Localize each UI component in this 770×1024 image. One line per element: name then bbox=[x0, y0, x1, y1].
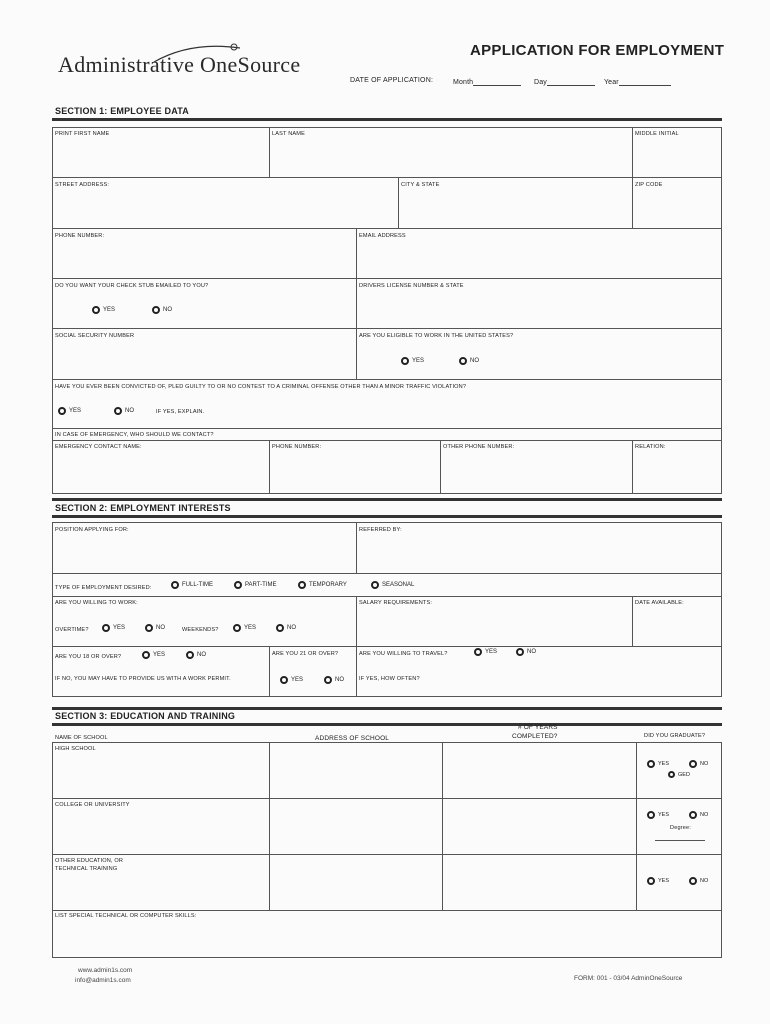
phone-number-field[interactable]: PHONE NUMBER: bbox=[55, 233, 105, 239]
section3-divider bbox=[52, 723, 722, 726]
eligible-no-radio[interactable]: NO bbox=[459, 357, 479, 365]
radio-icon bbox=[689, 877, 697, 885]
referred-by-field[interactable]: REFERRED BY: bbox=[359, 527, 402, 533]
travel-yes-radio[interactable]: YES bbox=[474, 648, 497, 656]
special-skills-field[interactable]: LIST SPECIAL TECHNICAL OR COMPUTER SKILLS: bbox=[55, 913, 197, 919]
weekends-no-radio[interactable]: NO bbox=[276, 624, 296, 632]
date-available-field[interactable]: DATE AVAILABLE: bbox=[635, 600, 684, 606]
eligible-question: ARE YOU ELIGIBLE TO WORK IN THE UNITED STATES? bbox=[359, 333, 514, 339]
radio-icon bbox=[401, 357, 409, 365]
section2-title: SECTION 2: EMPLOYMENT INTERESTS bbox=[55, 503, 231, 513]
radio-icon bbox=[459, 357, 467, 365]
overtime-label: OVERTIME? bbox=[55, 627, 89, 633]
overtime-no-radio[interactable]: NO bbox=[145, 624, 165, 632]
middle-initial-field[interactable]: MIDDLE INITIAL bbox=[635, 131, 679, 137]
position-field[interactable]: POSITION APPLYING FOR: bbox=[55, 527, 129, 533]
age18-label: ARE YOU 18 OR OVER? bbox=[55, 654, 122, 660]
conviction-no-radio[interactable]: NO bbox=[114, 407, 134, 415]
street-address-field[interactable]: STREET ADDRESS: bbox=[55, 182, 110, 188]
school-address-header: ADDRESS OF SCHOOL bbox=[315, 735, 390, 742]
drivers-license-field[interactable]: DRIVERS LICENSE NUMBER & STATE bbox=[359, 283, 464, 289]
hs-no-radio[interactable]: NO bbox=[689, 760, 708, 768]
weekends-label: WEEKENDS? bbox=[182, 627, 219, 633]
full-time-radio[interactable]: FULL-TIME bbox=[171, 581, 213, 589]
conviction-explain-field[interactable]: IF YES, EXPLAIN. bbox=[156, 409, 205, 415]
overtime-yes-radio[interactable]: YES bbox=[102, 624, 125, 632]
radio-icon bbox=[233, 624, 241, 632]
radio-icon bbox=[280, 676, 288, 684]
radio-icon bbox=[102, 624, 110, 632]
emergency-phone-field[interactable]: PHONE NUMBER: bbox=[272, 444, 322, 450]
day-field[interactable]: Day bbox=[534, 77, 595, 86]
section3-divider-top bbox=[52, 707, 722, 710]
check-stub-no-radio[interactable]: NO bbox=[152, 306, 172, 314]
temporary-radio[interactable]: TEMPORARY bbox=[298, 581, 347, 589]
form-id: FORM: 001 - 03/04 AdminOneSource bbox=[574, 975, 683, 982]
radio-icon bbox=[142, 651, 150, 659]
high-school-row-label: HIGH SCHOOL bbox=[55, 746, 96, 752]
form-title: APPLICATION FOR EMPLOYMENT bbox=[470, 42, 725, 59]
hs-yes-radio[interactable]: YES bbox=[647, 760, 669, 768]
degree-label: Degree: bbox=[670, 825, 691, 831]
hs-ged-radio[interactable]: GED bbox=[668, 771, 690, 778]
emergency-contact-heading: IN CASE OF EMERGENCY, WHO SHOULD WE CONTACT? bbox=[55, 432, 214, 438]
radio-icon bbox=[668, 771, 675, 778]
other-education-row-label: OTHER EDUCATION, OR bbox=[55, 858, 124, 864]
salary-field[interactable]: SALARY REQUIREMENTS: bbox=[359, 600, 433, 606]
check-stub-question: DO YOU WANT YOUR CHECK STUB EMAILED TO YOU? bbox=[55, 283, 209, 289]
radio-icon bbox=[647, 811, 655, 819]
footer-email: info@admin1s.com bbox=[75, 977, 131, 984]
radio-icon bbox=[152, 306, 160, 314]
willing-to-work-label: ARE YOU WILLING TO WORK: bbox=[55, 600, 138, 606]
other-ed-no-radio[interactable]: NO bbox=[689, 877, 708, 885]
did-graduate-header: DID YOU GRADUATE? bbox=[644, 733, 706, 739]
conviction-question: HAVE YOU EVER BEEN CONVICTED OF, PLED GUILTY TO OR NO CONTEST TO A CRIMINAL OFFENSE OTHER THAN A MINOR TRAFFIC VIOLATION? bbox=[55, 384, 467, 390]
other-ed-yes-radio[interactable]: YES bbox=[647, 877, 669, 885]
section1-title: SECTION 1: EMPLOYEE DATA bbox=[55, 106, 189, 116]
radio-icon bbox=[371, 581, 379, 589]
employment-type-label: TYPE OF EMPLOYMENT DESIRED: bbox=[55, 585, 152, 591]
year-field[interactable]: Year bbox=[604, 77, 671, 86]
seasonal-radio[interactable]: SEASONAL bbox=[371, 581, 414, 589]
radio-icon bbox=[474, 648, 482, 656]
college-yes-radio[interactable]: YES bbox=[647, 811, 669, 819]
travel-how-often-field[interactable]: IF YES, HOW OFTEN? bbox=[359, 676, 420, 682]
radio-icon bbox=[114, 407, 122, 415]
age21-no-radio[interactable]: NO bbox=[324, 676, 344, 684]
radio-icon bbox=[324, 676, 332, 684]
radio-icon bbox=[516, 648, 524, 656]
section2-form-grid bbox=[52, 522, 722, 697]
check-stub-yes-radio[interactable]: YES bbox=[92, 306, 115, 314]
radio-icon bbox=[647, 760, 655, 768]
emergency-name-field[interactable]: EMERGENCY CONTACT NAME: bbox=[55, 444, 142, 450]
section2-divider-top bbox=[52, 498, 722, 501]
radio-icon bbox=[647, 877, 655, 885]
footer-website: www.admin1s.com bbox=[78, 967, 133, 974]
emergency-relation-field[interactable]: RELATION: bbox=[635, 444, 666, 450]
conviction-yes-radio[interactable]: YES bbox=[58, 407, 81, 415]
age18-yes-radio[interactable]: YES bbox=[142, 651, 165, 659]
section3-title: SECTION 3: EDUCATION AND TRAINING bbox=[55, 711, 236, 721]
years-completed-header: # OF YEARS bbox=[518, 724, 558, 731]
email-address-field[interactable]: EMAIL ADDRESS bbox=[359, 233, 406, 239]
eligible-yes-radio[interactable]: YES bbox=[401, 357, 424, 365]
ssn-field[interactable]: SOCIAL SECURITY NUMBER bbox=[55, 333, 135, 339]
first-name-field[interactable]: PRINT FIRST NAME bbox=[55, 131, 110, 137]
radio-icon bbox=[92, 306, 100, 314]
age21-label: ARE YOU 21 OR OVER? bbox=[272, 651, 339, 657]
degree-field[interactable] bbox=[655, 840, 705, 841]
age18-no-radio[interactable]: NO bbox=[186, 651, 206, 659]
travel-no-radio[interactable]: NO bbox=[516, 648, 536, 656]
last-name-field[interactable]: LAST NAME bbox=[272, 131, 305, 137]
section3-form-grid bbox=[52, 742, 722, 958]
date-of-application-label: DATE OF APPLICATION: bbox=[350, 77, 434, 84]
zip-code-field[interactable]: ZIP CODE bbox=[635, 182, 663, 188]
city-state-field[interactable]: CITY & STATE bbox=[401, 182, 440, 188]
radio-icon bbox=[145, 624, 153, 632]
emergency-other-phone-field[interactable]: OTHER PHONE NUMBER: bbox=[443, 444, 515, 450]
radio-icon bbox=[689, 811, 697, 819]
other-education-row-label-line2: TECHNICAL TRAINING bbox=[55, 866, 118, 872]
travel-label: ARE YOU WILLING TO TRAVEL? bbox=[359, 651, 448, 657]
month-field[interactable]: Month bbox=[453, 77, 521, 86]
years-completed-header-line2: COMPLETED? bbox=[512, 733, 558, 740]
college-row-label: COLLEGE OR UNIVERSITY bbox=[55, 802, 130, 808]
radio-icon bbox=[186, 651, 194, 659]
school-name-header: NAME OF SCHOOL bbox=[55, 735, 108, 741]
weekends-yes-radio[interactable]: YES bbox=[233, 624, 256, 632]
section1-divider bbox=[52, 118, 722, 121]
radio-icon bbox=[298, 581, 306, 589]
company-logo: Administrative OneSource bbox=[58, 52, 301, 77]
age21-yes-radio[interactable]: YES bbox=[280, 676, 303, 684]
college-no-radio[interactable]: NO bbox=[689, 811, 708, 819]
section2-divider bbox=[52, 515, 722, 518]
part-time-radio[interactable]: PART-TIME bbox=[234, 581, 276, 589]
work-permit-note: IF NO, YOU MAY HAVE TO PROVIDE US WITH A WORK PERMIT. bbox=[55, 676, 231, 682]
radio-icon bbox=[58, 407, 66, 415]
radio-icon bbox=[276, 624, 284, 632]
radio-icon bbox=[171, 581, 179, 589]
radio-icon bbox=[234, 581, 242, 589]
radio-icon bbox=[689, 760, 697, 768]
